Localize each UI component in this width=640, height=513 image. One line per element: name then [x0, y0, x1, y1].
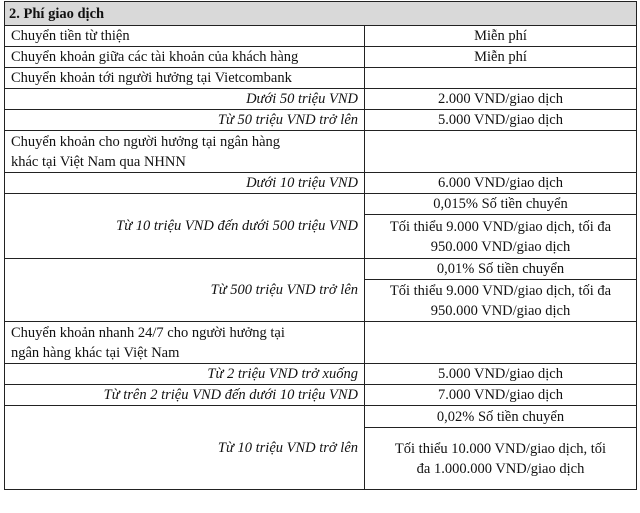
- row-label: Chuyển tiền từ thiện: [5, 26, 365, 47]
- row-sublabel: Từ 2 triệu VND trở xuống: [5, 364, 365, 385]
- row-value-empty: [365, 322, 637, 364]
- table-row: [5, 259, 637, 280]
- row-limits: [365, 280, 637, 322]
- row-limits-line: Tối thiểu 10.000 VND/giao dịch, tối: [394, 440, 607, 457]
- row-sublabel: Từ 500 triệu VND trở lên: [5, 259, 365, 322]
- row-rate: 0,01% Số tiền chuyển: [365, 259, 637, 280]
- row-limits-line: 950.000 VND/giao dịch: [430, 302, 571, 319]
- fee-table: [4, 1, 637, 490]
- row-value: 5.000 VND/giao dịch: [365, 110, 637, 131]
- table-row: [5, 322, 637, 364]
- table-row: [5, 26, 637, 47]
- section-title: 2. Phí giao dịch: [5, 2, 637, 26]
- table-row: [5, 364, 637, 385]
- row-sublabel: Từ 10 triệu VND đến dưới 500 triệu VND: [5, 194, 365, 259]
- row-value: 5.000 VND/giao dịch: [365, 364, 637, 385]
- row-value: 6.000 VND/giao dịch: [365, 173, 637, 194]
- row-rate: 0,015% Số tiền chuyển: [365, 194, 637, 215]
- row-label: [5, 131, 365, 173]
- row-value: 2.000 VND/giao dịch: [365, 89, 637, 110]
- table-row: [5, 110, 637, 131]
- row-sublabel: Dưới 50 triệu VND: [5, 89, 365, 110]
- table-row: [5, 68, 637, 89]
- row-label-line: ngân hàng khác tại Việt Nam: [11, 344, 180, 361]
- row-limits: [365, 428, 637, 490]
- row-sublabel: Từ 10 triệu VND trở lên: [5, 406, 365, 490]
- row-limits-line: Tối thiểu 9.000 VND/giao dịch, tối đa: [389, 282, 612, 299]
- table-row: [5, 173, 637, 194]
- table-row: [5, 385, 637, 406]
- row-label-line: khác tại Việt Nam qua NHNN: [11, 153, 186, 170]
- table-row: [5, 89, 637, 110]
- row-sublabel: Từ 50 triệu VND trở lên: [5, 110, 365, 131]
- row-label: [5, 322, 365, 364]
- row-limits: [365, 215, 637, 259]
- row-value: 7.000 VND/giao dịch: [365, 385, 637, 406]
- row-limits-line: 950.000 VND/giao dịch: [430, 238, 571, 255]
- table-row: [5, 47, 637, 68]
- section-header-row: [5, 2, 637, 26]
- table-row: [5, 131, 637, 173]
- table-row: [5, 194, 637, 215]
- row-value: Miễn phí: [365, 47, 637, 68]
- row-label: Chuyển khoản giữa các tài khoản của khách hàng: [5, 47, 365, 68]
- row-limits-line: Tối thiểu 9.000 VND/giao dịch, tối đa: [389, 218, 612, 235]
- table-row: [5, 406, 637, 428]
- row-limits-line: đa 1.000.000 VND/giao dịch: [416, 460, 585, 477]
- row-label: Chuyển khoản tới người hưởng tại Vietcombank: [5, 68, 365, 89]
- row-label-line: Chuyển khoản cho người hưởng tại ngân hàng: [11, 133, 281, 150]
- row-label-line: Chuyển khoản nhanh 24/7 cho người hưởng tại: [11, 324, 285, 341]
- row-sublabel: Từ trên 2 triệu VND đến dưới 10 triệu VND: [5, 385, 365, 406]
- row-value-empty: [365, 131, 637, 173]
- row-value-empty: [365, 68, 637, 89]
- row-sublabel: Dưới 10 triệu VND: [5, 173, 365, 194]
- row-value: Miễn phí: [365, 26, 637, 47]
- row-rate: 0,02% Số tiền chuyển: [365, 406, 637, 428]
